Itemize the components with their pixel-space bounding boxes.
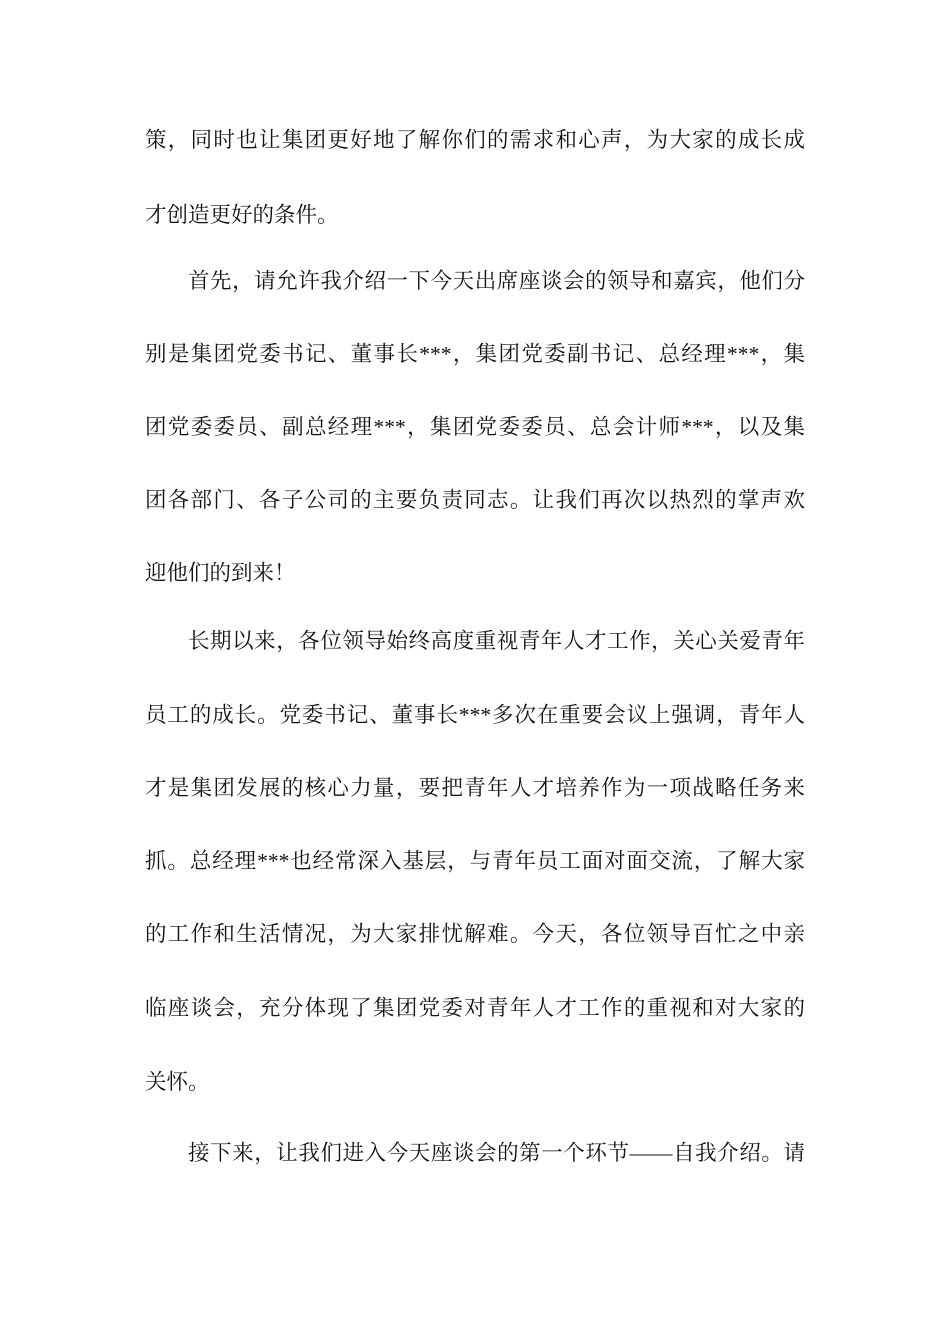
paragraph-line: 长期以来，各位领导始终高度重视青年人才工作，关心关爱青年 <box>188 629 805 653</box>
paragraph-line: 接下来，让我们进入今天座谈会的第一个环节——自我介绍。请 <box>188 1141 805 1165</box>
paragraph-line: 的工作和生活情况，为大家排忧解难。今天，各位领导百忙之中亲 <box>145 922 805 946</box>
paragraph-line: 才创造更好的条件。 <box>145 203 339 227</box>
paragraph-line: 抓。总经理***也经常深入基层，与青年员工面对面交流，了解大家 <box>145 849 805 873</box>
paragraph-line: 员工的成长。党委书记、董事长***多次在重要会议上强调，青年人 <box>145 703 805 727</box>
paragraph-line: 迎他们的到来！ <box>145 561 296 585</box>
paragraph-line: 首先，请允许我介绍一下今天出席座谈会的领导和嘉宾，他们分 <box>188 269 805 293</box>
paragraph-line: 别是集团党委书记、董事长***，集团党委副书记、总经理***，集 <box>145 342 805 366</box>
paragraph-line: 临座谈会，充分体现了集团党委对青年人才工作的重视和对大家的 <box>145 996 805 1020</box>
paragraph-line: 团各部门、各子公司的主要负责同志。让我们再次以热烈的掌声欢 <box>145 488 805 512</box>
paragraph-line: 策，同时也让集团更好地了解你们的需求和心声，为大家的成长成 <box>145 128 805 152</box>
paragraph-line: 才是集团发展的核心力量，要把青年人才培养作为一项战略任务来 <box>145 776 805 800</box>
paragraph-line: 团党委委员、副总经理***，集团党委委员、总会计师***，以及集 <box>145 415 805 439</box>
paragraph-line: 关怀。 <box>145 1070 210 1094</box>
